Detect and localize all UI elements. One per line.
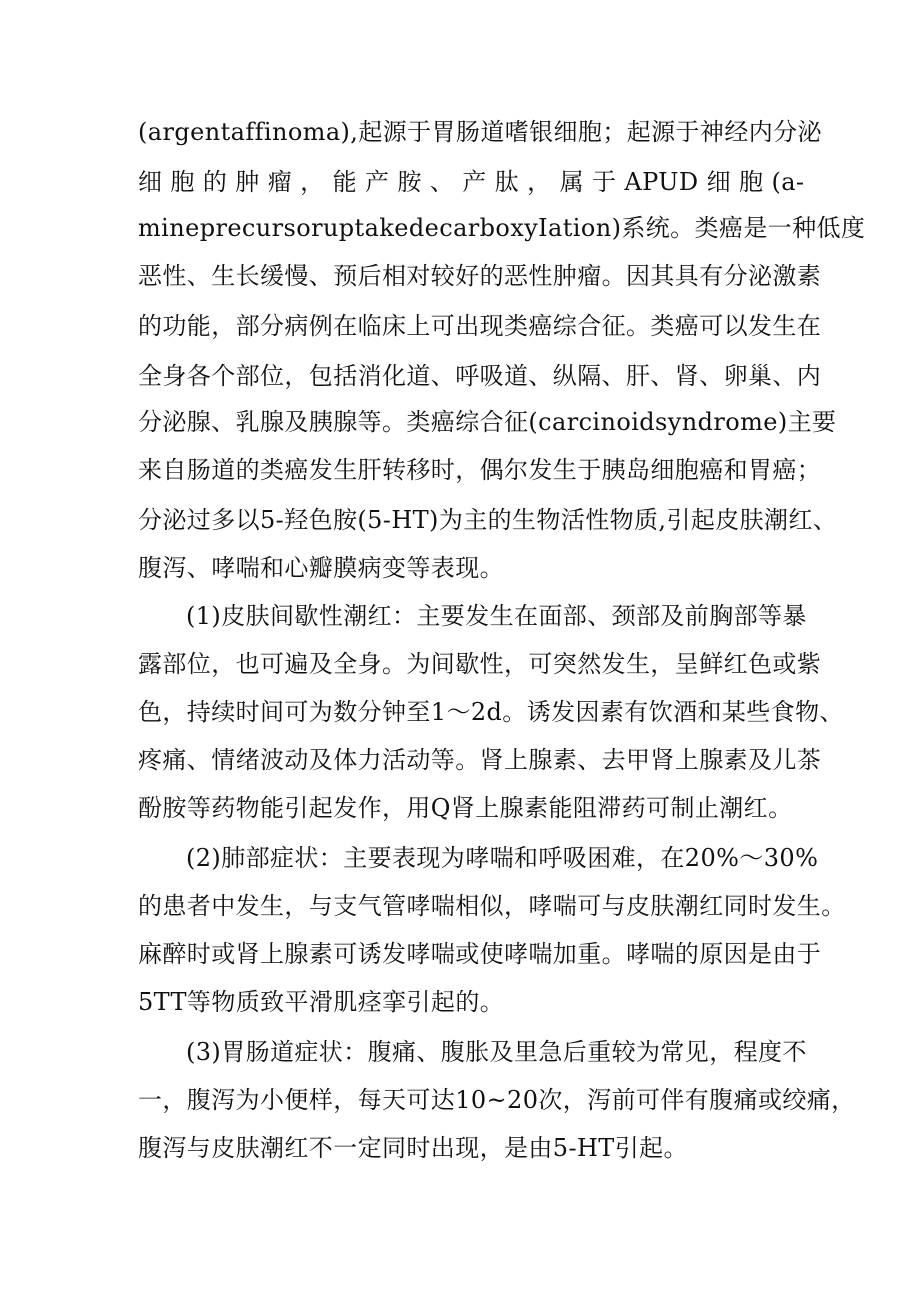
text-line: 细 胞 的 肿 瘤 ， 能 产 胺 、 产 肽 ， 属 于 APUD 细 胞 (a- — [138, 168, 805, 196]
text-line: 恶性、生长缓慢、预后相对较好的恶性肿瘤。因其具有分泌激素 — [138, 262, 822, 290]
text-line: 来自肠道的类癌发生肝转移时，偶尔发生于胰岛细胞癌和胃癌； — [138, 456, 822, 484]
text-line: 全身各个部位，包括消化道、呼吸道、纵隔、肝、肾、卵巢、内 — [138, 362, 822, 390]
text-line: 分泌过多以5-羟色胺(5-HT)为主的生物活性物质,引起皮肤潮红、 — [138, 506, 838, 534]
text-line: 麻醉时或肾上腺素可诱发哮喘或使哮喘加重。哮喘的原因是由于 — [138, 940, 822, 968]
paragraph-1-first-line: (1)皮肤间歇性潮红：主要发生在面部、颈部及前胸部等暴 — [186, 602, 807, 630]
text-line: 分泌腺、乳腺及胰腺等。类癌综合征(carcinoidsyndrome)主要 — [138, 408, 837, 436]
text-line: 一，腹泻为小便样，每天可达10~20次，泻前可伴有腹痛或绞痛， — [138, 1086, 856, 1114]
text-line: 的功能，部分病例在临床上可出现类癌综合征。类癌可以发生在 — [138, 312, 822, 340]
text-line: 疼痛、情绪波动及体力活动等。肾上腺素、去甲肾上腺素及儿茶 — [138, 746, 822, 774]
paragraph-2-first-line: (2)肺部症状：主要表现为哮喘和呼吸困难，在20%～30% — [186, 844, 819, 872]
text-line: (argentaffinoma),起源于胃肠道嗜银细胞；起源于神经内分泌 — [138, 118, 822, 146]
text-line: 5TT等物质致平滑肌痉挛引起的。 — [138, 988, 505, 1016]
text-line: 腹泻与皮肤潮红不一定同时出现，是由5-HT引起。 — [138, 1134, 688, 1162]
text-line: 的患者中发生，与支气管哮喘相似，哮喘可与皮肤潮红同时发生。 — [138, 892, 846, 920]
text-line: 露部位，也可遍及全身。为间歇性，可突然发生，呈鲜红色或紫 — [138, 650, 822, 678]
text-line: mineprecursoruptakedecarboxyIation)系统。类癌是一种低度 — [138, 214, 866, 242]
paragraph-3-first-line: (3)胃肠道症状：腹痛、腹胀及里急后重较为常见，程度不 — [186, 1038, 807, 1066]
text-line: 色，持续时间可为数分钟至1～2d。诱发因素有饮酒和某些食物、 — [138, 698, 844, 726]
text-line: 腹泻、哮喘和心瓣膜病变等表现。 — [138, 554, 504, 582]
text-line: 酚胺等药物能引起发作，用Q肾上腺素能阻滞药可制止潮红。 — [138, 794, 793, 822]
